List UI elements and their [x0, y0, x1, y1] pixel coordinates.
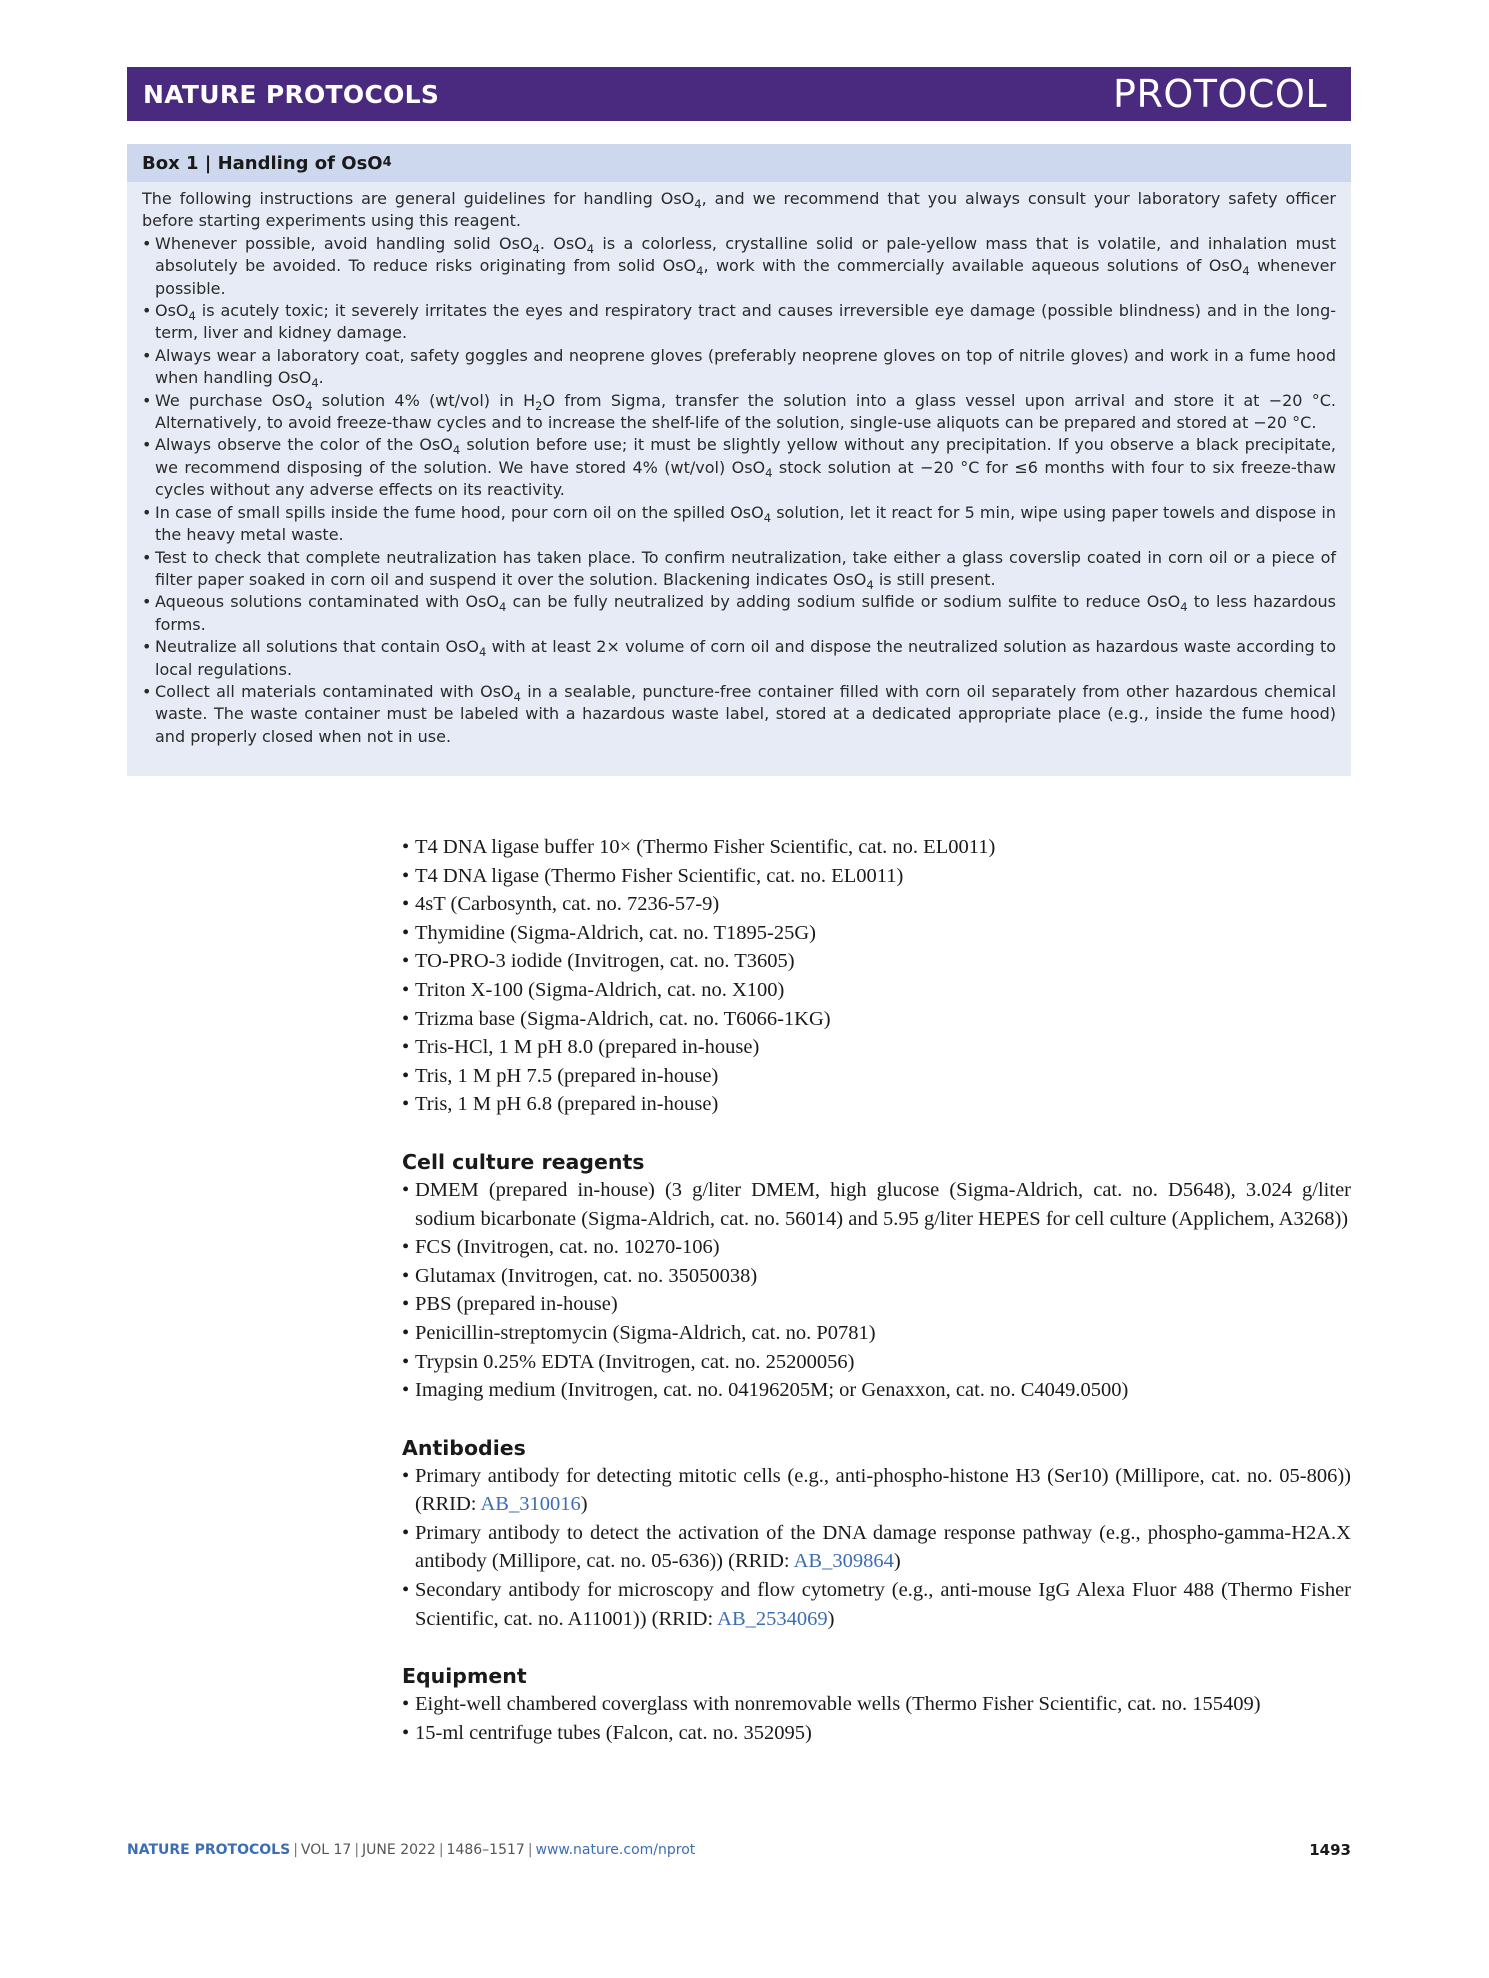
box-title: Box 1 | Handling of OsO 4 — [127, 144, 1351, 182]
footer-pages: 1486–1517 — [446, 1842, 525, 1858]
text-run: solution, let it react for 5 min, wipe using paper towels and dispose in the heavy metal waste. — [155, 502, 1337, 545]
text-run: The following instructions are general guidelines for handling OsO — [142, 189, 695, 208]
text-run: is still present. — [873, 569, 996, 589]
subscript: 4 — [479, 645, 487, 660]
box-bullet-item — [142, 434, 1336, 501]
subscript: 4 — [763, 510, 772, 525]
text-run: Neutralize all solutions that contain OsO — [155, 637, 480, 657]
cell-culture-section — [402, 1148, 1351, 1405]
reagent-item: • Tris, 1 M pH 6.8 (prepared in-house) — [402, 1090, 1351, 1119]
text-run: is a colorless, crystalline solid or pale-yellow mass that is volatile, and inhalation must absolutely be avoided. To reduce risks originating from solid OsO — [155, 233, 1336, 276]
text-run: solution 4% (wt/vol) in H — [312, 390, 536, 410]
text-run: whenever possible. — [155, 256, 1337, 298]
subscript: 4 — [866, 578, 874, 593]
text-run: Collect all materials contaminated with OsO — [155, 681, 514, 701]
footer-separator: | — [354, 1842, 360, 1858]
footer-separator: | — [438, 1842, 444, 1858]
reagent-item: • 4sT (Carbosynth, cat. no. 7236-57-9) — [402, 890, 1351, 919]
antibody-suffix: ) — [893, 1550, 901, 1573]
antibody-description: Primary antibody for detecting mitotic cells (e.g., anti-phospho-histone H3 (Ser10) (Millipore, cat. no. 05-806)) (RRID: — [415, 1464, 1351, 1516]
box-bullet-item — [142, 390, 1336, 435]
subscript: 4 — [765, 466, 773, 481]
footer-date: JUNE 2022 — [362, 1842, 436, 1858]
text-run: , and we recommend that you always consult your laboratory safety officer before starting experiments using this reagent. — [142, 189, 1336, 231]
subscript: 4 — [305, 398, 313, 413]
equipment-section — [402, 1662, 1351, 1747]
equipment-list — [402, 1690, 1351, 1747]
antibody-suffix: ) — [580, 1493, 588, 1516]
text-run: We purchase OsO — [155, 390, 306, 410]
equipment-item: • 15-ml centrifuge tubes (Falcon, cat. no. 352095) — [402, 1719, 1351, 1748]
subscript: 4 — [1180, 600, 1188, 615]
text-run: , work with the commercially available aqueous solutions of OsO — [703, 256, 1243, 276]
text-run: Always observe the color of the OsO — [155, 435, 453, 455]
antibody-item — [402, 1519, 1351, 1576]
cell-culture-item: • Trypsin 0.25% EDTA (Invitrogen, cat. no. 25200056) — [402, 1348, 1351, 1377]
text-run: . OsO — [539, 233, 587, 253]
reagent-item: • TO-PRO-3 iodide (Invitrogen, cat. no. T3605) — [402, 947, 1351, 976]
cell-culture-item: • PBS (prepared in-house) — [402, 1290, 1351, 1319]
text-run: with at least 2× volume of corn oil and dispose the neutralized solution as hazardous waste according to local regulations. — [155, 637, 1337, 679]
antibody-item — [402, 1576, 1351, 1633]
subscript: 4 — [1242, 264, 1250, 279]
antibody-item — [402, 1462, 1351, 1519]
subscript: 4 — [696, 264, 704, 279]
text-run: Test to check that complete neutralization has taken place. To confirm neutralization, take either a glass coverslip coated in corn oil or a piece of filter paper soaked in corn oil and suspend it over the solution. Blackening indicates OsO — [155, 547, 1336, 589]
main-text-column — [402, 833, 1351, 1747]
reagent-item: • Tris, 1 M pH 7.5 (prepared in-house) — [402, 1062, 1351, 1091]
article-type: PROTOCOL — [1113, 72, 1327, 116]
reagent-item: • T4 DNA ligase (Thermo Fisher Scientific, cat. no. EL0011) — [402, 862, 1351, 891]
footer-url-link[interactable]: www.nature.com/nprot — [535, 1842, 696, 1858]
text-run: can be fully neutralized by adding sodium sulfide or sodium sulfite to reduce OsO — [506, 592, 1181, 612]
rrid-link[interactable]: AB_310016 — [480, 1493, 581, 1516]
reagent-item: • T4 DNA ligase buffer 10× (Thermo Fisher Scientific, cat. no. EL0011) — [402, 833, 1351, 862]
text-run: Whenever possible, avoid handling solid OsO — [155, 233, 533, 253]
text-run: solution before use; it must be slightly yellow without any precipitation. If you observe a black precipitate, we recommend disposing of the solution. We have stored 4% (wt/vol) OsO — [155, 435, 1337, 477]
footer-separator: | — [527, 1842, 533, 1858]
subscript: 4 — [586, 242, 595, 256]
box-bullet-item — [142, 345, 1336, 390]
footer-volume: VOL 17 — [300, 1842, 352, 1858]
equipment-item: • Eight-well chambered coverglass with nonremovable wells (Thermo Fisher Scientific, cat. no. 155409) — [402, 1690, 1351, 1719]
box-1-osmium-handling — [127, 144, 1351, 776]
box-title-text: Box 1 | Handling of OsO — [142, 152, 383, 174]
box-bullet-item — [142, 591, 1336, 636]
rrid-link[interactable]: AB_309864 — [793, 1550, 894, 1573]
subscript: 4 — [499, 600, 507, 615]
text-run: Always wear a laboratory coat, safety goggles and neoprene gloves (preferably neoprene gloves on top of nitrile gloves) and work in a fume hood when handling OsO — [155, 345, 1336, 388]
page-header — [127, 67, 1351, 121]
reagent-item: • Tris-HCl, 1 M pH 8.0 (prepared in-house) — [402, 1033, 1351, 1062]
box-bullet-item — [142, 300, 1336, 345]
cell-culture-item: • Glutamax (Invitrogen, cat. no. 35050038) — [402, 1262, 1351, 1291]
text-run: is acutely toxic; it severely irritates the eyes and respiratory tract and causes irreversible eye damage (possible blindness) and in the long-term, liver and kidney damage. — [155, 301, 1336, 343]
box-body — [127, 182, 1351, 748]
reagents-list — [402, 833, 1351, 1119]
box-bullet-item — [142, 502, 1336, 547]
cell-culture-item: • DMEM (prepared in-house) (3 g/liter DMEM, high glucose (Sigma-Aldrich, cat. no. D5648), 3.024 g/liter sodium bicarbonate (Sigma-Aldrich, cat. no. 56014) and 5.95 g/liter HEPES for cell culture (Applichem, A3268)) — [402, 1176, 1351, 1233]
text-run: Aqueous solutions contaminated with OsO — [155, 592, 499, 612]
box-bullet-list — [142, 233, 1336, 748]
subscript: 4 — [532, 242, 540, 256]
box-bullet-item — [142, 636, 1336, 681]
subscript: 4 — [452, 443, 461, 458]
cell-culture-list — [402, 1176, 1351, 1405]
box-bullet-item — [142, 547, 1336, 592]
footer-citation — [127, 1842, 695, 1858]
text-run: in a sealable, puncture-free container filled with corn oil separately from other hazardous chemical waste. The waste container must be labeled with a hazardous waste label, stored at a dedicated appropriate place (e.g., inside the fume hood) and properly closed when not in use. — [155, 681, 1337, 746]
subscript: 4 — [513, 690, 521, 705]
antibodies-heading: Antibodies — [402, 1435, 526, 1460]
antibodies-list — [402, 1462, 1351, 1634]
equipment-heading: Equipment — [402, 1664, 527, 1689]
journal-name: NATURE PROTOCOLS — [143, 79, 440, 109]
text-run: OsO — [155, 301, 189, 321]
cell-culture-item: • FCS (Invitrogen, cat. no. 10270-106) — [402, 1233, 1351, 1262]
reagent-item: • Thymidine (Sigma-Aldrich, cat. no. T1895-25G) — [402, 919, 1351, 948]
antibodies-section — [402, 1434, 1351, 1634]
page-number: 1493 — [1309, 1841, 1351, 1859]
subscript: 4 — [311, 376, 319, 391]
text-run: stock solution at −20 °C for ≤6 months with four to six freeze-thaw cycles without any adverse effects on its reactivity. — [155, 457, 1336, 500]
footer-separator: | — [293, 1842, 298, 1858]
text-run: In case of small spills inside the fume hood, pour corn oil on the spilled OsO — [155, 502, 764, 522]
rrid-link[interactable]: AB_2534069 — [717, 1607, 828, 1630]
cell-culture-item: • Penicillin-streptomycin (Sigma-Aldrich, cat. no. P0781) — [402, 1319, 1351, 1348]
antibody-description: Secondary antibody for microscopy and flow cytometry (e.g., anti-mouse IgG Alexa Fluor 488 (Thermo Fisher Scientific, cat. no. A11001)) (RRID: — [415, 1579, 1351, 1630]
antibody-suffix: ) — [827, 1607, 835, 1630]
cell-culture-item: • Imaging medium (Invitrogen, cat. no. 04196205M; or Genaxxon, cat. no. C4049.0500) — [402, 1376, 1351, 1405]
cell-culture-heading: Cell culture reagents — [402, 1149, 645, 1174]
box-intro — [142, 188, 1336, 233]
subscript: 4 — [694, 197, 702, 212]
page-footer — [127, 1838, 1351, 1862]
reagent-item: • Trizma base (Sigma-Aldrich, cat. no. T6066-1KG) — [402, 1005, 1351, 1034]
box-bullet-item — [142, 681, 1336, 748]
text-run: . — [318, 368, 324, 388]
subscript: 4 — [188, 309, 196, 324]
box-bullet-item — [142, 233, 1336, 300]
text-run: to less hazardous forms. — [155, 592, 1336, 634]
antibody-description: Primary antibody to detect the activation of the DNA damage response pathway (e.g., phospho-gamma-H2A.X antibody (Millipore, cat. no. 05-636)) (RRID: — [415, 1521, 1351, 1573]
footer-journal: NATURE PROTOCOLS — [127, 1842, 291, 1858]
reagent-item: • Triton X-100 (Sigma-Aldrich, cat. no. X100) — [402, 976, 1351, 1005]
text-run: O from Sigma, transfer the solution into a glass vessel upon arrival and store it at −20 °C. Alternatively, to avoid freeze-thaw cycles and to increase the shelf-life of the solution, single-use aliquots can be prepared and stored at −20 °C. — [155, 390, 1336, 433]
subscript: 2 — [535, 398, 543, 413]
